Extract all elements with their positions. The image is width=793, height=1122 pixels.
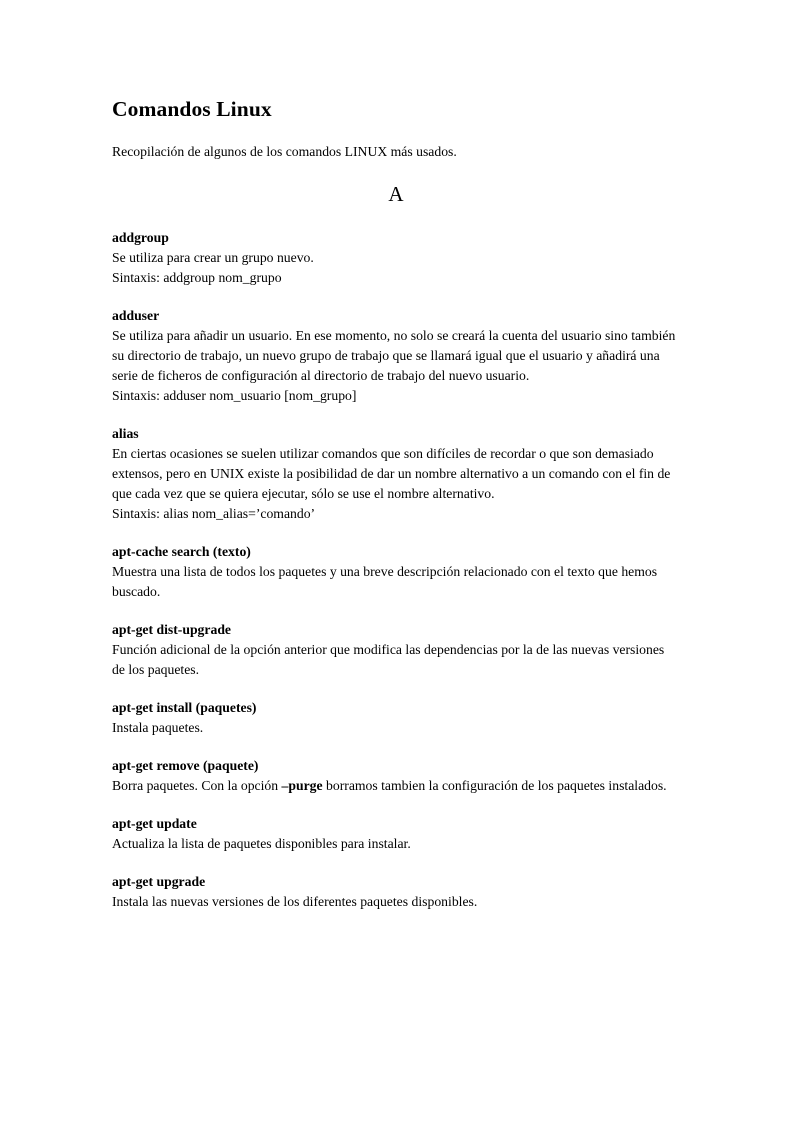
command-description: Función adicional de la opción anterior que modifica las dependencias por la de las nuevas versiones de los paquetes.: [112, 642, 665, 677]
command-term: addgroup: [112, 230, 169, 245]
document-intro: Recopilación de algunos de los comandos LINUX más usados.: [112, 144, 457, 159]
command-term: adduser: [112, 308, 160, 323]
command-term: apt-get update: [112, 816, 197, 831]
description-emphasis: –purge: [281, 778, 323, 793]
command-term: apt-get upgrade: [112, 874, 206, 889]
description-text-after: borramos tambien la configuración de los paquetes instalados.: [322, 778, 667, 793]
command-term: apt-get dist-upgrade: [112, 622, 232, 637]
command-entry: [112, 872, 680, 912]
page-title: Comandos Linux: [112, 97, 272, 121]
command-entry-list: [112, 228, 680, 912]
command-entry: [112, 228, 680, 288]
command-term: apt-get install (paquetes): [112, 700, 257, 715]
command-entry: [112, 620, 680, 680]
section-heading-letter: A: [388, 182, 404, 206]
command-entry: [112, 756, 680, 796]
command-syntax: Sintaxis: addgroup nom_grupo: [112, 270, 282, 285]
command-description: Instala las nuevas versiones de los diferentes paquetes disponibles.: [112, 894, 478, 909]
command-entry: [112, 424, 680, 524]
command-entry: [112, 698, 680, 738]
command-description: Instala paquetes.: [112, 720, 204, 735]
command-description: Se utiliza para crear un grupo nuevo.: [112, 250, 314, 265]
command-term: apt-get remove (paquete): [112, 758, 259, 773]
command-description: En ciertas ocasiones se suelen utilizar comandos que son difíciles de recordar o que son demasiado extensos, pero en UNIX existe la posibilidad de dar un nombre alternativo a un comando con el fin de que cada vez que se quiera ejecutar, sólo se use el nombre alternativo.: [112, 446, 671, 501]
command-syntax: Sintaxis: alias nom_alias=’comando’: [112, 506, 316, 521]
command-term: alias: [112, 426, 139, 441]
command-entry: [112, 542, 680, 602]
command-description: Muestra una lista de todos los paquetes y una breve descripción relacionado con el texto que hemos buscado.: [112, 564, 658, 599]
command-syntax: Sintaxis: adduser nom_usuario [nom_grupo]: [112, 388, 357, 403]
command-term: apt-cache search (texto): [112, 544, 251, 559]
description-text-before: Borra paquetes. Con la opción: [112, 778, 282, 793]
command-description: Se utiliza para añadir un usuario. En ese momento, no solo se creará la cuenta del usuario sino también su directorio de trabajo, un nuevo grupo de trabajo que se llamará igual que el usuario y añadirá una serie de ficheros de configuración al directorio de trabajo del nuevo usuario.: [112, 328, 676, 383]
command-description: Actualiza la lista de paquetes disponibles para instalar.: [112, 836, 411, 851]
command-entry: [112, 814, 680, 854]
command-description: [112, 776, 680, 796]
command-entry: [112, 306, 680, 406]
